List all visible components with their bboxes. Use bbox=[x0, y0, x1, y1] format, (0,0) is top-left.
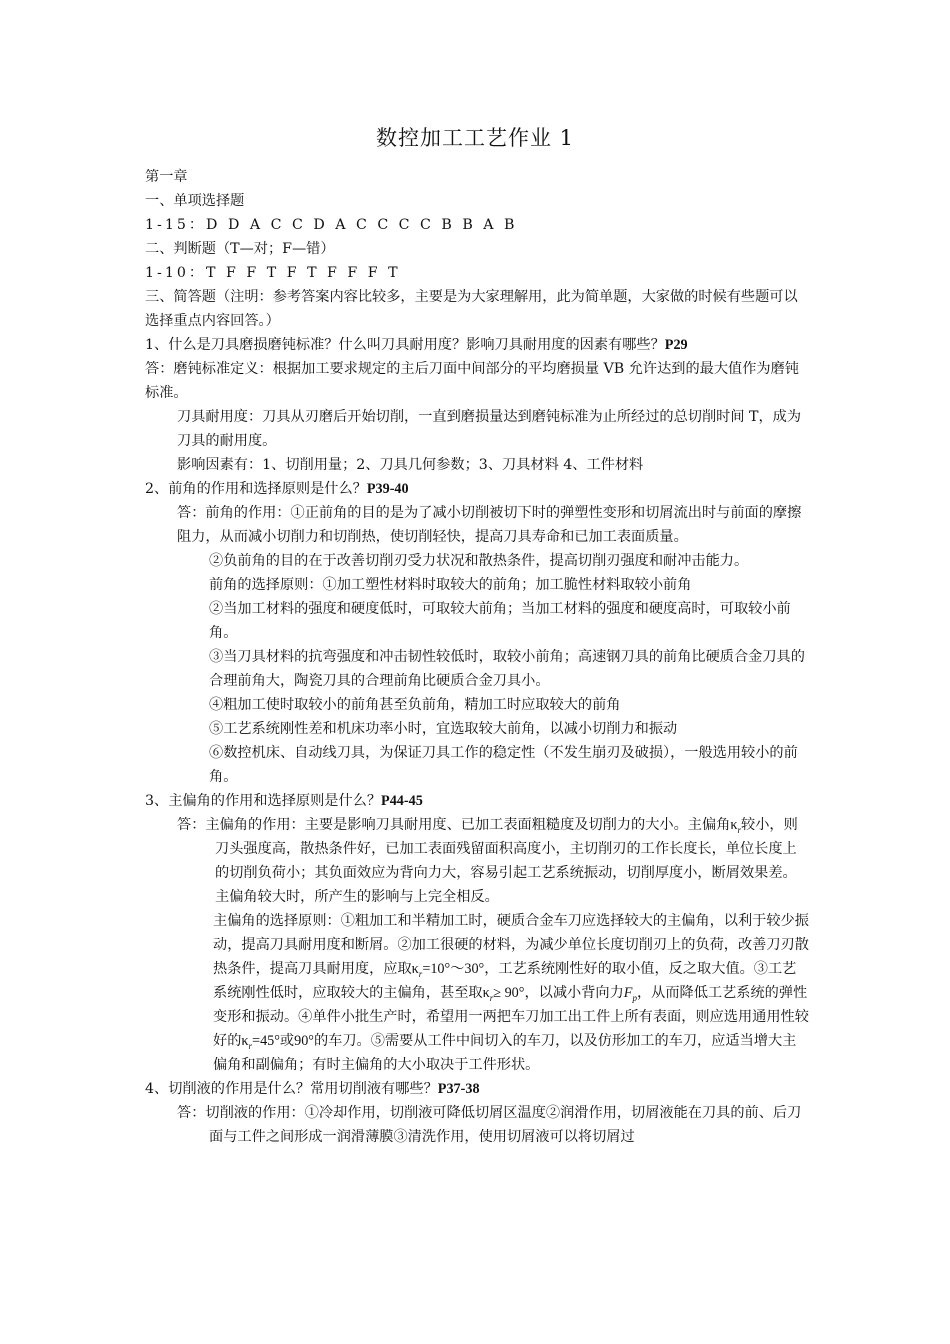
section-heading-judge: 二、判断题（T—对；F—错） bbox=[145, 241, 335, 257]
kappa-subscript: r bbox=[737, 824, 742, 835]
judge-answers: 1-10：T F F T F T F F F T bbox=[145, 265, 401, 281]
question-3-text: 3、主偏角的作用和选择原则是什么？ bbox=[145, 793, 382, 809]
section-heading-choice: 一、单项选择题 bbox=[145, 193, 245, 209]
answer-2-principle-3: ③当刀具材料的抗弯强度和冲击韧性较低时，取较小前角；高速钢刀具的前角比硬质合金刀具的合理前角大，陶瓷刀具的合理前角比硬质合金刀具小。 bbox=[209, 649, 805, 689]
answer-2-principle-2: ②当加工材料的强度和硬度低时，可取较大前角；当加工材料的强度和硬度高时，可取较小前角。 bbox=[209, 601, 791, 641]
answer-1-durability: 刀具耐用度：刀具从刃磨后开始切削，一直到磨损量达到磨钝标准为止所经过的总切削时间 T，成为刀具的耐用度。 bbox=[177, 409, 802, 449]
answer-3-effect bbox=[145, 813, 810, 909]
question-3-page-ref: P44-45 bbox=[381, 793, 423, 809]
answer-3-principle-d: ，从而降低工艺系统的弹性变形和振动。④单件小批生产时，希望用一两把车刀加工出工件上所有表面，则应选用通用性较好的 bbox=[213, 985, 809, 1049]
kappa-symbol: κ bbox=[241, 1033, 249, 1049]
question-2-text: 2、前角的作用和选择原则是什么？ bbox=[145, 481, 367, 497]
kappa-symbol: κ bbox=[730, 817, 738, 833]
page-title: 数控加工工艺作业 1 bbox=[375, 126, 575, 150]
kappa-symbol: κ bbox=[411, 961, 419, 977]
choice-answers: 1-15：D D A C C D A C C C C B B A B bbox=[145, 217, 518, 233]
answer-3-principle-e: 的车刀。⑤需要从工件中间切入的车刀，以及仿形加工的车刀，应适当增大主偏角和副偏角；有时主偏角的大小取决于工件形状。 bbox=[213, 1033, 797, 1073]
answer-4: 答：切削液的作用：①冷却作用，切削液可降低切屑区温度②润滑作用，切屑液能在刀具的前、后刀面与工件之间形成一润滑薄膜③清洗作用，使用切屑液可以将切屑过 bbox=[177, 1105, 802, 1145]
question-2 bbox=[145, 477, 810, 501]
answer-2-item-2: ②负前角的目的在于改善切削刃受力状况和散热条件，提高切削刃强度和耐冲击能力。 bbox=[209, 553, 749, 569]
section-heading-short: 三、简答题（注明：参考答案内容比较多，主要是为大家理解用，此为简单题，大家做的时候有些题可以选择重点内容回答。） bbox=[145, 289, 798, 329]
answer-3-effect-b: 较小，则刀头强度高，散热条件好，已加工表面残留面积高度小，主切削刃的工作长度长，单位长度上的切削负荷小；其负面效应为背向力大，容易引起工艺系统振动，切削厚度小，断屑效果差。主偏角较大时，所产生的影响与上完全相反。 bbox=[215, 817, 798, 905]
question-3 bbox=[145, 789, 810, 813]
question-4-page-ref: P37-38 bbox=[437, 1081, 480, 1097]
question-1-text: 1、什么是刀具磨损磨钝标准？什么叫刀具耐用度？影响刀具耐用度的因素有哪些？ bbox=[145, 337, 665, 353]
force-subscript: p bbox=[632, 992, 637, 1003]
kappa-subscript: r bbox=[418, 968, 423, 979]
answer-3-principle-b: ，工艺系统刚性好的取小值，反之取大值。③工艺系统刚性低时，应取较大的主偏角，甚至取 bbox=[213, 961, 797, 1001]
answer-2-block bbox=[145, 501, 810, 789]
answer-2-principle-1: 前角的选择原则：①加工塑性材料时取较大的前角；加工脆性材料取较小前角 bbox=[209, 577, 692, 593]
question-4-text: 4、切削液的作用是什么？常用切削液有哪些？ bbox=[145, 1081, 438, 1097]
answer-3-label: 答： bbox=[177, 817, 206, 833]
angle-min: ≥ 90° bbox=[493, 985, 525, 1001]
angle-range: =10°～30° bbox=[422, 961, 485, 977]
kappa-subscript: r bbox=[489, 992, 494, 1003]
kappa-subscript: r bbox=[248, 1040, 253, 1051]
answer-2-principle-5: ⑤工艺系统刚性差和机床功率小时，宜选取较大前角，以减小切削力和振动 bbox=[209, 721, 678, 737]
chapter-heading: 第一章 bbox=[145, 169, 188, 185]
answer-2-principle-6: ⑥数控机床、自动线刀具，为保证刀具工作的稳定性（不发生崩刃及破损），一般选用较小的前角。 bbox=[209, 745, 798, 785]
answer-3-principle bbox=[145, 909, 810, 1077]
question-1 bbox=[145, 333, 810, 357]
angle-options: =45°或90° bbox=[252, 1033, 314, 1049]
question-1-page-ref: P29 bbox=[664, 337, 688, 353]
answer-3-principle-c: ，以减小背向力 bbox=[524, 985, 624, 1001]
question-2-page-ref: P39-40 bbox=[366, 481, 409, 497]
document-body bbox=[145, 165, 810, 1149]
force-symbol: F bbox=[623, 985, 633, 1001]
answer-2-lead: 答：前角的作用：①正前角的目的是为了减小切削被切下时的弹塑性变形和切屑流出时与前面的摩擦阻力，从而减小切削力和切削热，使切削轻快，提高刀具寿命和已加工表面质量。 bbox=[177, 505, 802, 545]
answer-1-factors: 影响因素有：1、切削用量；2、刀具几何参数；3、刀具材料 4、工件材料 bbox=[177, 457, 644, 473]
answer-2-principle-4: ④粗加工使时取较小的前角甚至负前角，精加工时应取较大的前角 bbox=[209, 697, 621, 713]
question-4 bbox=[145, 1077, 810, 1101]
answer-3-effect-a: 主偏角的作用：主要是影响刀具耐用度、已加工表面粗糙度及切削力的大小。主偏角 bbox=[205, 817, 731, 833]
answer-3-principle-a: 主偏角的选择原则：①粗加工和半精加工时，硬质合金车刀应选择较大的主偏角，以利于较少振动，提高刀具耐用度和断屑。②加工很硬的材料，为减少单位长度切削刃上的负荷，改善刀刃散热条件，提高刀具耐用度，应取 bbox=[213, 913, 809, 977]
answer-1-definition: 答：磨钝标准定义：根据加工要求规定的主后刀面中间部分的平均磨损量 VB 允许达到的最大值作为磨钝标准。 bbox=[145, 361, 799, 401]
kappa-symbol: κ bbox=[482, 985, 490, 1001]
